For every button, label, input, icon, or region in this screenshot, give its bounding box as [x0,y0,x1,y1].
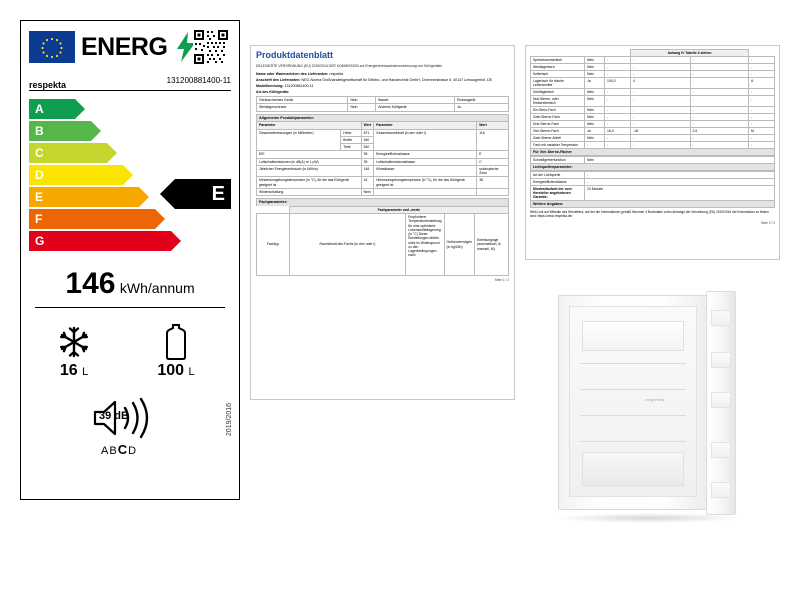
table-header-row [257,206,509,213]
cell: - [631,89,691,96]
cell: - [605,89,631,96]
energy-class-scale [29,99,231,255]
fridge-unit: L [188,366,195,378]
cell: - [585,142,605,149]
cell: Winterschaltung [257,188,362,195]
cell: Schnellgefrierfunktion [531,157,585,164]
col-header: Fachparameter und -werte [289,206,508,213]
compartment-parameters-header: Fachparameter: [256,198,509,206]
cell: Ja [585,128,605,135]
cell: - [690,64,748,71]
cell: Nein [348,104,376,111]
model-code: 131200881400-11 [166,76,231,85]
cell: 100,0 [605,78,631,89]
cell: Fachtyp [257,214,290,276]
cell: - [631,114,691,121]
cell: Nein [585,135,605,142]
shelf [580,363,686,364]
cell: Nein [585,89,605,96]
four-star-header: Für Vier-Sterne-Fächer [530,149,775,156]
cell: - [631,135,691,142]
grade-g-label: G [35,234,45,248]
cell: - [690,114,748,121]
cell: - [605,57,631,64]
cell: Luftschallemissionen (in dB(A) re 1 pW) [257,158,362,165]
cell: - [605,107,631,114]
table-row [257,188,509,195]
cell: 39 [361,158,373,165]
cell: -18 [631,128,691,135]
compartment-values-table [530,49,775,149]
cell: 116 [477,129,509,151]
consumption-value: 146 [65,267,116,300]
page-title: ENERG [81,33,168,61]
model-label-text: Modellkennung: [256,83,284,88]
further-info-header: Weitere Angaben: [530,201,775,208]
cell: Breite [341,136,361,143]
snowflake-icon [29,322,119,362]
table-row [257,165,509,177]
cell: 4 [631,78,691,89]
door-shelf [711,392,731,408]
cell: - [690,121,748,128]
general-parameters-header: Allgemeine Produktparameter: [256,114,509,122]
grade-f [29,209,155,229]
cell: 540 [361,136,373,143]
compartment-capacities [21,322,239,392]
noise-class-selected: C [117,442,129,457]
cell: - [605,96,631,107]
type-table [256,96,509,112]
cell: - [690,96,748,107]
cell: - [585,179,775,186]
brand-row [29,75,231,91]
cell: Ja [455,104,509,111]
cell: Einbaugerät [455,97,509,104]
cell: - [690,89,748,96]
grade-b-label: B [35,124,44,138]
cell: - [631,57,691,64]
cell: 16,0 [605,128,631,135]
cell: Mindestlaufzeit der vom Hersteller angebotenen Garantie: [531,186,585,201]
grade-c-label: C [35,146,44,160]
fridge-capacity-value [131,362,221,380]
grade-d-label: D [35,168,44,182]
cell: Rauminhalt des Fachs (in dm³ oder l) [289,214,406,276]
supplier-label-text: Name oder Warenzeichen des Lieferanten: [256,71,329,76]
cell: - [749,114,775,121]
cell: 16 [361,177,373,189]
cell: Energieeffizienzklasse [374,151,477,158]
table-row [531,114,775,121]
shelf [580,415,686,416]
table-row [257,104,509,111]
cell: Zwei-Sterne-Abteil [531,135,585,142]
col-header: Wert [477,122,509,129]
cell: - [690,78,748,89]
page2-footer: Seite 2 / 2 [760,220,775,225]
door-shelf [711,352,731,368]
cell: - [690,71,748,78]
cell [374,188,477,195]
cell: Mindestumgebungstemperatur (in °C), für die das Kühlgerät geeignet ist [257,177,362,189]
cell [477,188,509,195]
supplier-label [256,72,509,76]
consumption-unit: kWh/annum [119,280,195,296]
cell: Gefriervermögen (in kg/24h) [444,214,474,276]
cell: - [605,135,631,142]
product-datasheet [250,45,515,400]
eu-stars-icon [29,31,75,63]
grade-e [29,187,139,207]
cell: - [605,114,631,121]
cell: - [605,121,631,128]
cell: Nein [585,157,775,164]
cell: Gesamtabmessungen (in Millimeter) [257,129,341,151]
col-header: Parameter [374,122,477,129]
freezer-unit: L [82,366,89,378]
cell: - [631,121,691,128]
fridge-door [706,291,736,515]
cell: - [749,64,775,71]
table-row [531,71,775,78]
cell: Kellerfach [531,71,585,78]
cell: Ein-Stern-Fach [531,107,585,114]
cell: - [690,135,748,142]
shelf [580,389,686,390]
cell: Empfohlene Temperatureinstellung für eine optimierte Lebensmittellagerung (in °C) Diese Einstellungen dürfen nicht im Widerspruch zu den Lagerbedingungen nach [406,214,444,276]
cell: - [749,89,775,96]
divider [35,307,225,308]
cell: Weinlagerfach [531,64,585,71]
datasheet-subtitle: DELEGIERTE VERORDNUNG (EU) 2019/2016 DER KOMMISSION zur Energieverbrauchskennzeichnung von Kühlgeräten [256,64,443,69]
cell: Kühlfagerfach [531,89,585,96]
cell: - [631,107,691,114]
address-row [256,78,509,82]
cell: Fach mit variabler Temperatur [531,142,585,149]
table-row [257,151,509,158]
general-parameters-table [256,121,509,196]
fridge-interior [569,306,697,497]
grade-d [29,165,123,185]
cell: - [749,121,775,128]
cell: - [749,107,775,114]
table-row [531,186,775,201]
door-shelf [711,442,731,458]
cell: - [585,172,775,179]
cell: - [631,71,691,78]
table-row [257,158,509,165]
cell: Nein [585,96,605,107]
further-info-text: Web-Link auf Website des Herstellers, auf der die Informationen gemäß Nummer 4 Buchstabe a des Anhangs der Verordnung (EU) 2019/2016 der Kommission zu finden sind: https://www.respekta.de/ [530,210,769,219]
cell: Nein [585,64,605,71]
grade-a-label: A [35,102,44,116]
table-row [531,179,775,186]
energy-label [20,20,240,500]
cell: Null-Sterne- oder Eisbereiterfach [531,96,585,107]
cell: - [749,71,775,78]
door-shelf [711,482,731,498]
cell: Bauart: [376,97,455,104]
datasheet-title: Produktdatenblatt [256,50,334,60]
datasheet-footer: Seite 1 / 2 [494,278,509,283]
cell: M [749,128,775,135]
cell: 38 [477,177,509,189]
supplier-value: respekta [329,71,344,76]
col-header: Wert [361,122,373,129]
cell: - [631,96,691,107]
table-row [531,157,775,164]
noise-value: 39 dB [99,410,129,422]
cell: Luftschallemissionsklasse [374,158,477,165]
cell: Klimaklasse: [374,165,477,177]
address-label-text: Anschrift des Lieferanten: [256,77,301,82]
cell: subtropische Zone [477,165,509,177]
table-row [531,121,775,128]
cell: 95 [361,151,373,158]
cell: Speisekammerfach [531,57,585,64]
cell: Lagerfach für frische Lebensmittel [531,78,585,89]
cell: Weinlagerschrank: [257,104,348,111]
cell: Gesamtrauminhalt (in dm³ oder l) [374,129,477,151]
table-row [531,107,775,114]
compartment-parameters-table [256,206,509,276]
freezer-litres: 16 [59,362,78,379]
table-row [531,142,775,149]
cell: 2,6 [690,128,748,135]
grade-g [29,231,171,251]
col-header: Anhang IV Tabelle 3 stehen [631,50,749,57]
table-row [531,78,775,89]
cell: 146 [361,165,373,177]
cell: Enteisungstyp (automatisch, A; manuell, M) [475,214,509,276]
cell: - [605,64,631,71]
cell: Anderes Kühlgerät: [376,104,455,111]
cell: - [690,107,748,114]
table-row [257,97,509,104]
cell: Nein [585,107,605,114]
grade-a [29,99,75,119]
rating-value: E [175,179,231,209]
noise-class-scale: ABCD [101,442,138,457]
cell: Höchstumgebungstemperatur (in °C), für die das Kühlgerät geeignet ist [374,177,477,189]
table-row [531,96,775,107]
grade-b [29,121,91,141]
rating-arrow [161,179,231,209]
cell: Energieeffizienzklasse [531,179,585,186]
cell: EEI [257,151,362,158]
shelf [580,441,686,442]
cell: Geräuscharmes Gerät: [257,97,348,104]
brand-plate: respekta [645,397,665,402]
cell: 540 [361,144,373,151]
cell: Jährlicher Energieverbrauch (in kWh/a) [257,165,362,177]
freezer-capacity-value [29,362,119,380]
cell: E [477,151,509,158]
cell: Zwei-Sterne-Fach [531,114,585,121]
cell: Höhe [341,129,361,136]
eu-flag-icon [29,31,75,63]
fridge-cabinet [558,295,708,510]
cell: - [605,142,631,149]
freezer-capacity [29,322,119,380]
table-row [257,214,509,276]
qr-code-icon [193,29,229,65]
table-row [531,57,775,64]
cell: - [690,142,748,149]
freezer-compartment [582,321,684,351]
type-header: Art des Kühlgeräts: [256,90,290,95]
cell: Ja [585,78,605,89]
table-header-row [531,50,775,57]
light-source-header: Lichtquellenparameter: [530,164,775,171]
cell: Nein [585,114,605,121]
table-row [531,89,775,96]
fridge-litres: 100 [157,362,185,379]
noise-section [21,396,239,466]
cell: Nein [361,188,373,195]
cell: - [749,96,775,107]
cell: - [605,71,631,78]
cell: Vier-Sterne-Fach [531,128,585,135]
cell: Art der Lichtquelle [531,172,585,179]
light-source-table [530,171,775,201]
cell: - [631,142,691,149]
col-header: Parameter [257,122,362,129]
fridge-container-icon [131,322,221,362]
table-row [531,135,775,142]
cell: - [690,57,748,64]
table-row [531,172,775,179]
model-value: 131200881400-11 [284,83,314,88]
cell: C [477,158,509,165]
cell: - [749,135,775,142]
energy-consumption [21,267,239,301]
fridge-capacity [131,322,221,380]
cell: Nein [348,97,376,104]
model-row [256,84,509,88]
cell: Nein [585,121,605,128]
cell: Nein [585,57,605,64]
product-photo [540,285,770,545]
regulation-number: 2019/2016 [226,403,233,437]
cell: - [749,57,775,64]
table-header-row [257,122,509,129]
energy-label-header [29,27,231,73]
grade-e-label: E [35,190,44,204]
cell: Tiefe [341,144,361,151]
grade-f-label: F [35,212,43,226]
cell: - [631,64,691,71]
table-row [257,129,509,136]
table-row [531,64,775,71]
door-shelf [711,310,731,326]
cell: 24 Monate [585,186,775,201]
cell: - [749,142,775,149]
table-row [257,177,509,189]
cell: A [749,78,775,89]
grade-c [29,143,107,163]
table-row [531,128,775,135]
cell: Nein [585,71,605,78]
address-value: NEG-Norma Großhandelsgesellschaft für Elektro- und Haustechnik GmbH, Chemnerstrasse 5, 40147 Leinaugerhof, DE [301,77,493,82]
cell: Drei-Sterne-Fach [531,121,585,128]
cell: 871 [361,129,373,136]
brand-name: respekta [29,80,67,90]
product-datasheet-page2 [525,45,780,260]
four-star-table [530,156,775,164]
crisper-drawer [582,452,684,486]
